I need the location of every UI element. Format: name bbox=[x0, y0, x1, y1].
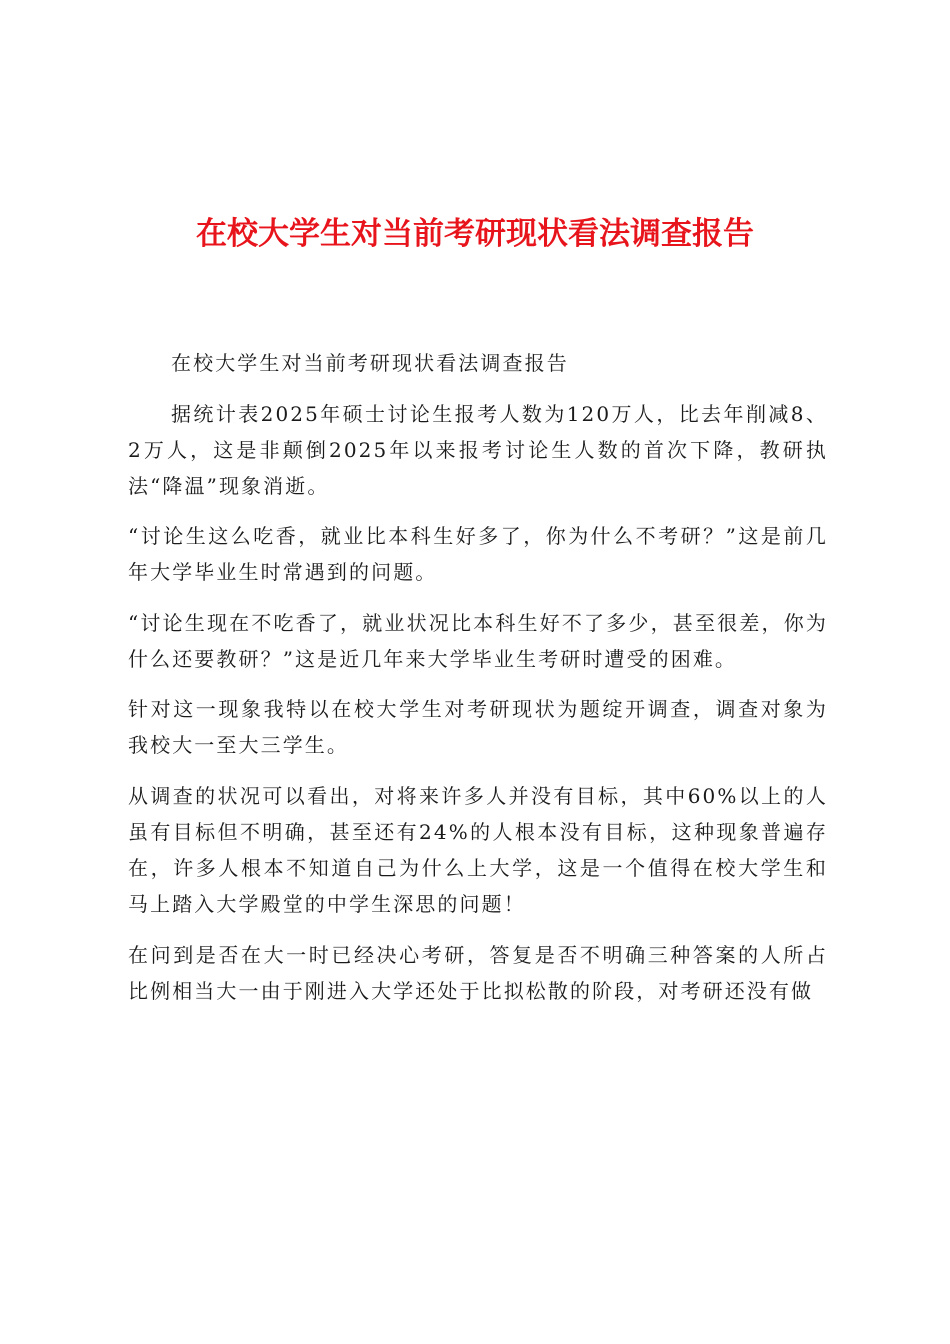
paragraph-statistics: 据统计表2025年硕士讨论生报考人数为120万人，比去年削减8、2万人，这是非颠倒2025年以来报考讨论生人数的首次下降，教研执法“降温”现象消逝。 bbox=[128, 401, 828, 498]
paragraph-current-question: “讨论生现在不吃香了，就业状况比本科生好不了多少，甚至很差，你为什么还要教研？”这是近几年来大学毕业生考研时遭受的困难。 bbox=[128, 610, 828, 671]
document-title: 在校大学生对当前考研现状看法调查报告 bbox=[196, 216, 754, 252]
paragraph-survey-scope: 针对这一现象我特以在校大学生对考研现状为题绽开调查，调查对象为我校大一至大三学生。 bbox=[128, 697, 828, 758]
paragraph-survey-findings: 从调查的状况可以看出，对将来许多人并没有目标，其中60%以上的人虽有目标但不明确，甚至还有24%的人根本没有目标，这种现象普遍存在，许多人根本不知道自己为什么上大学，这是一个值得在校大学生和马上踏入大学殿堂的中学生深思的问题！ bbox=[128, 783, 828, 916]
paragraph-subtitle: 在校大学生对当前考研现状看法调查报告 bbox=[171, 351, 569, 375]
document-body bbox=[128, 345, 828, 1023]
paragraph-freshman-decision: 在问到是否在大一时已经决心考研，答复是否不明确三种答案的人所占比例相当大一由于刚进入大学还处于比拟松散的阶段，对考研还没有做 bbox=[128, 942, 828, 1003]
paragraph-past-question: “讨论生这么吃香，就业比本科生好多了，你为什么不考研？”这是前几年大学毕业生时常遇到的问题。 bbox=[128, 524, 828, 585]
